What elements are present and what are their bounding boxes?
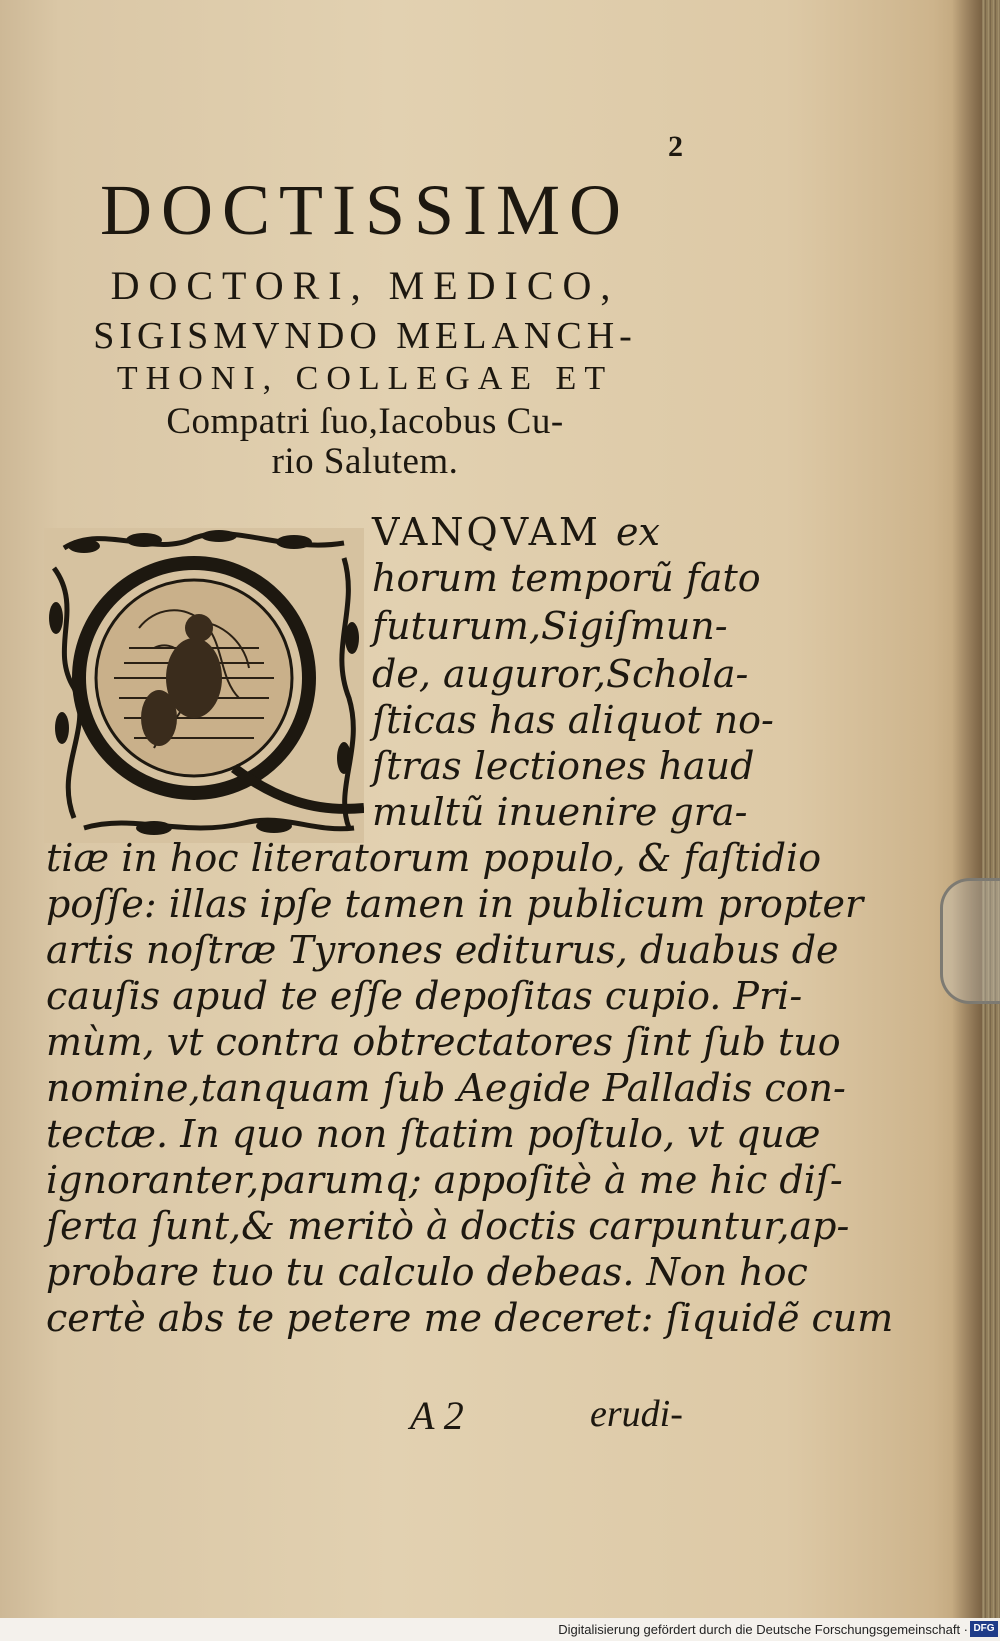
body-line-9: poſſe: illas ipſe tamen in publicum propter (46, 882, 864, 926)
book-fore-edge (982, 0, 1000, 1618)
digitization-footer (0, 1618, 1000, 1641)
body-line-18: certè abs te petere me deceret: ſiquidẽ cum (46, 1296, 894, 1340)
first-word-caps: VANQVAM (372, 510, 601, 554)
body-line-2: horum temporũ fato (372, 556, 761, 600)
heading-line-3: THONI, COLLEGAE ET (116, 360, 614, 397)
page-clip (940, 878, 1000, 1004)
body-line-10: artis noſtræ Tyrones editurus, duabus de (46, 928, 839, 972)
folio-number: 2 (668, 130, 683, 163)
footer-credit: Digitalisierung gefördert durch die Deutsche Forschungsgemeinschaft · (558, 1622, 968, 1637)
heading-line-5: rio Salutem. (271, 441, 459, 482)
dfg-logo-icon: DFG (970, 1621, 998, 1637)
heading-line-4: Compatri ſuo,Iacobus Cu- (166, 401, 564, 442)
body-line-16: ſerta ſunt,& meritò à doctis carpuntur,ap- (46, 1204, 850, 1248)
body-line-3: futurum,Sigiſmun- (372, 604, 728, 648)
body-line-1 (372, 510, 660, 554)
body-line-5: ſticas has aliquot no- (372, 698, 774, 742)
heading-line-1: DOCTORI, MEDICO, (110, 263, 620, 308)
body-line-12: mùm, vt contra obtrectatores ſint ſub tuo (46, 1020, 841, 1064)
body-line-13: nomine,tanquam ſub Aegide Palladis con- (46, 1066, 846, 1110)
heading-line-2: SIGISMVNDO MELANCH- (93, 315, 637, 357)
first-word-italic: ex (616, 510, 660, 554)
body-line-11: cauſis apud te eſſe depoſitas cupio. Pri- (46, 974, 803, 1018)
body-line-6: ſtras lectiones haud (372, 744, 755, 788)
page-title: DOCTISSIMO (99, 170, 631, 250)
body-line-8: tiæ in hoc literatorum populo, & faſtidio (46, 836, 822, 880)
page-edge-shadow (952, 0, 982, 1618)
body-line-14: tectæ. In quo non ſtatim poſtulo, vt quæ (46, 1112, 821, 1156)
woodcut-initial-q-icon (44, 528, 364, 843)
body-line-17: probare tuo tu calculo debeas. Non hoc (46, 1250, 808, 1294)
body-line-7: multũ inuenire gra- (372, 790, 748, 834)
body-line-15: ignoranter,parumq; appoſitè à me hic diſ- (46, 1158, 843, 1202)
signature-mark: A 2 (410, 1393, 464, 1438)
catchword: erudi- (590, 1393, 683, 1435)
body-line-4: de, auguror,Schola- (372, 652, 749, 696)
